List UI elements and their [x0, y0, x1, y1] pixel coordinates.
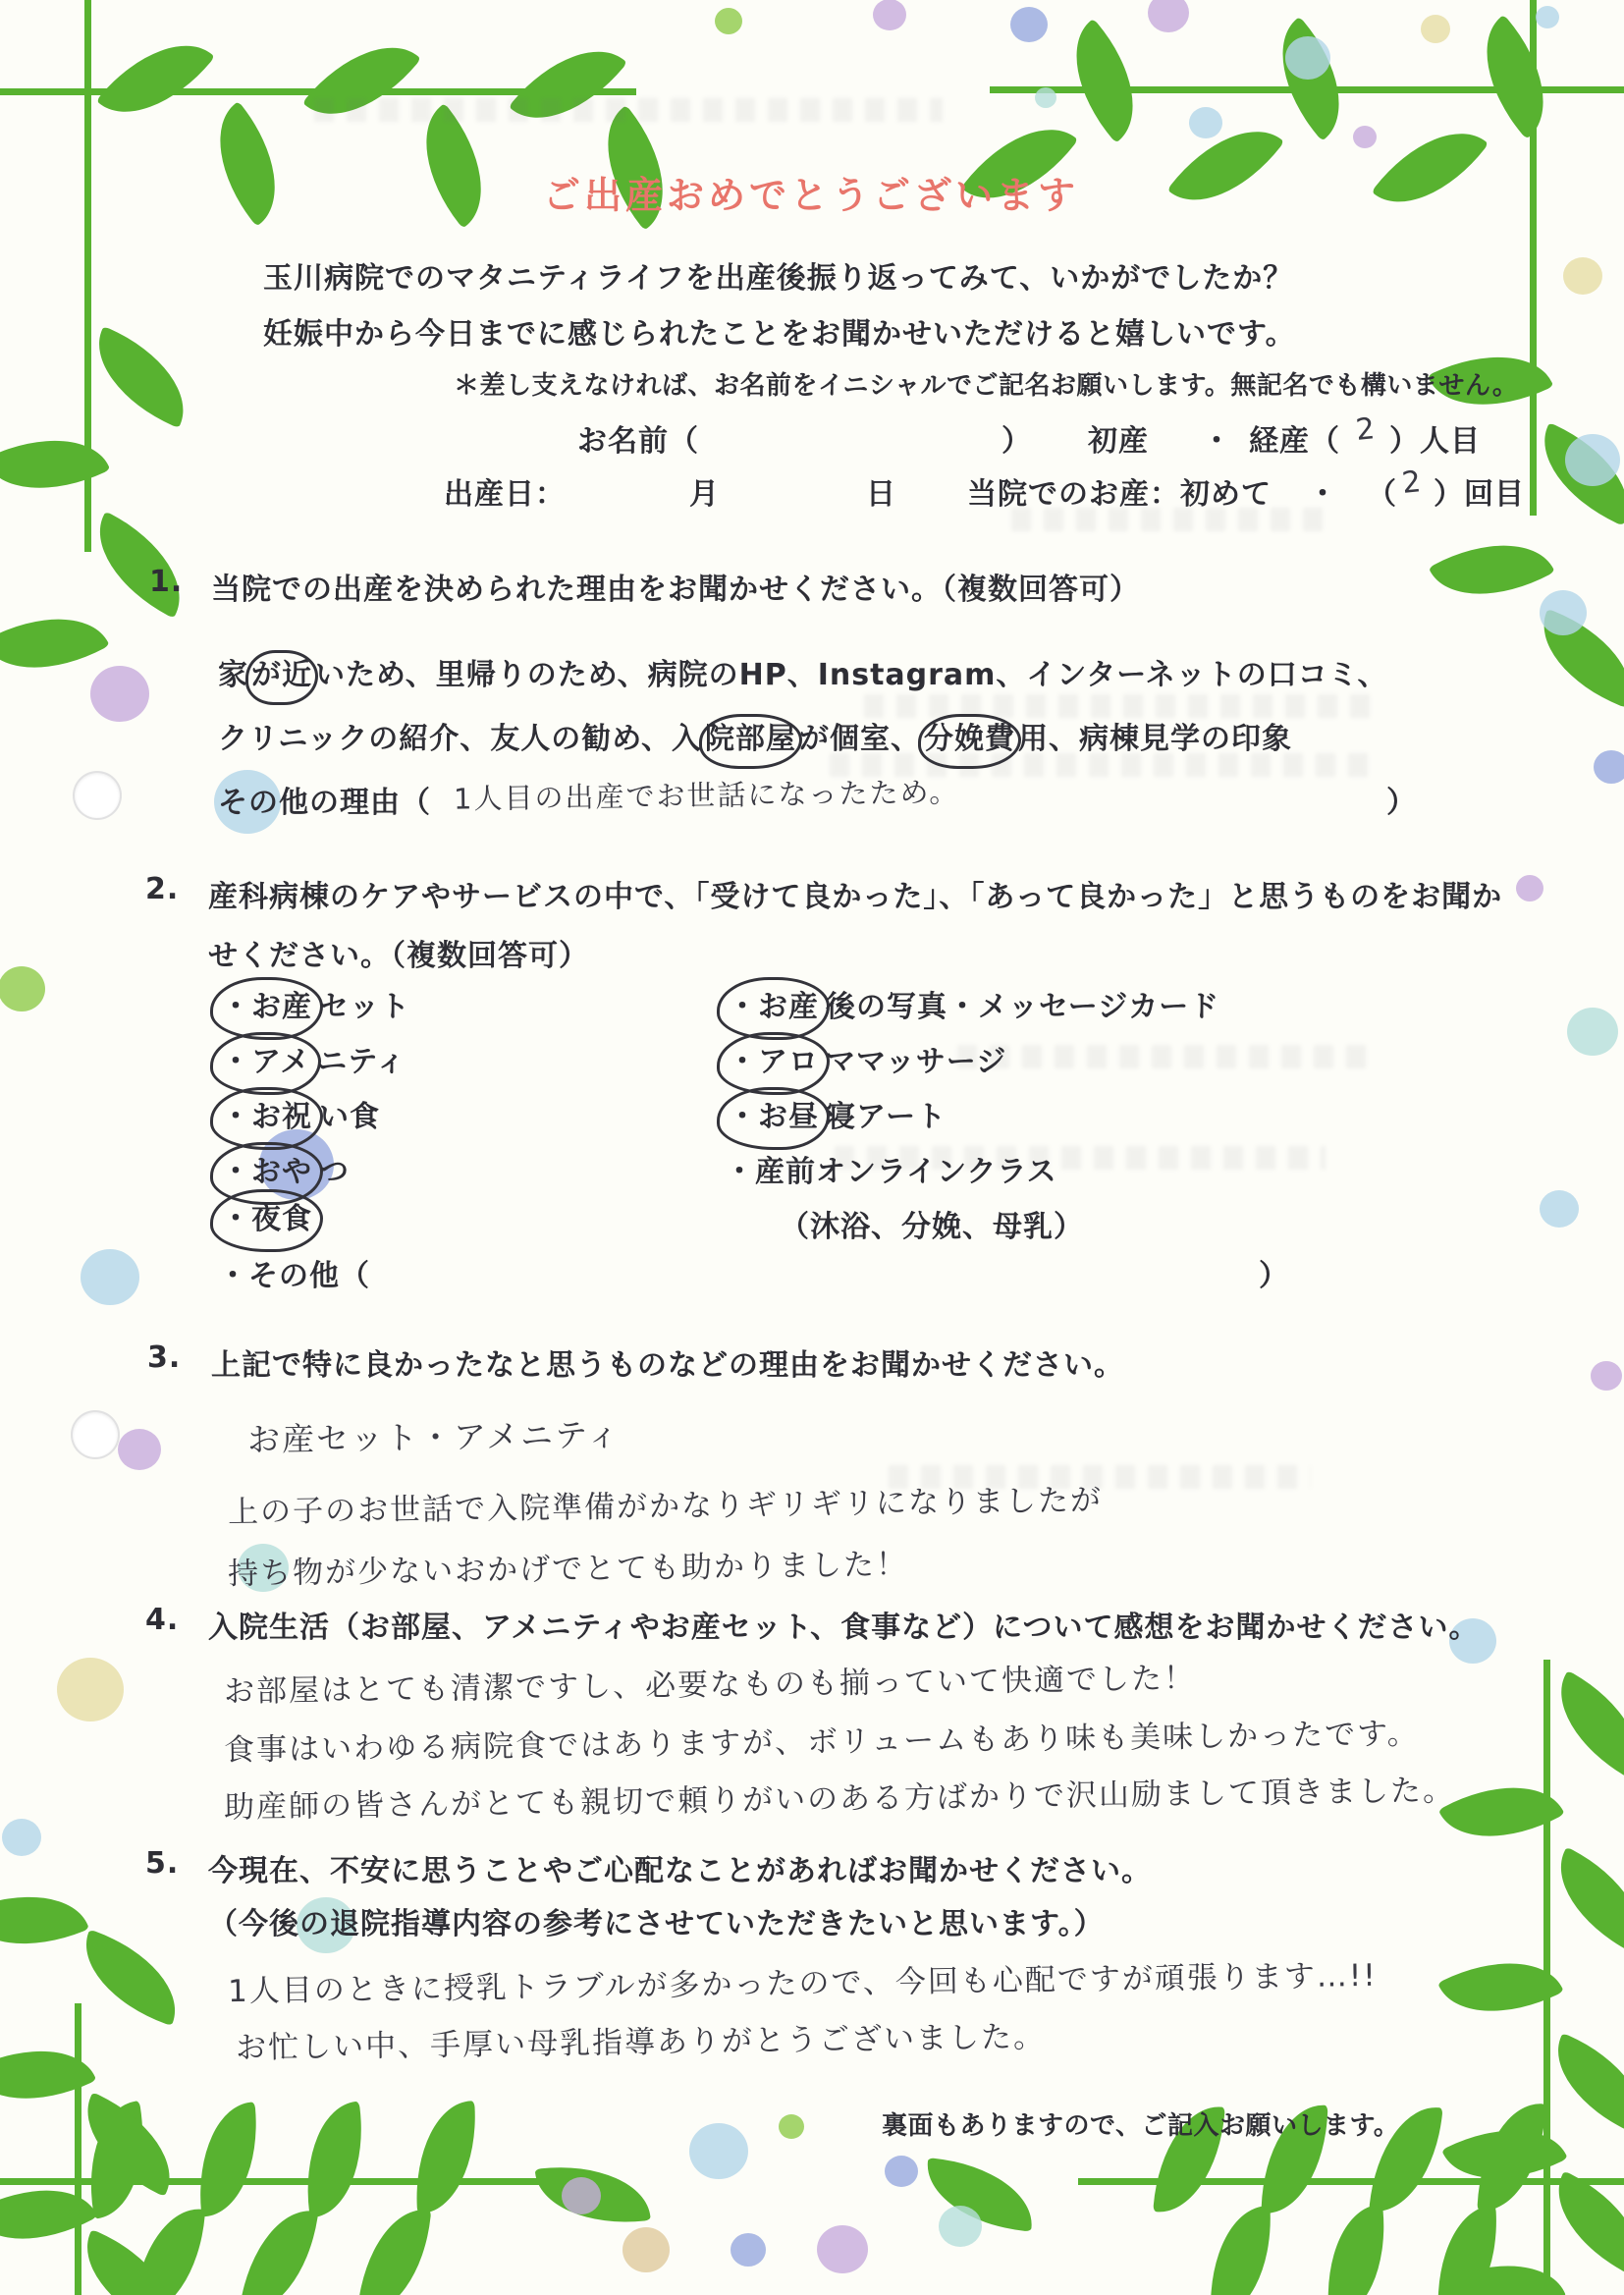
visit-label: 当院でのお産：初めて — [967, 477, 1272, 512]
showthrough-text — [957, 1045, 1370, 1068]
q2-left-item — [218, 1092, 380, 1135]
q1-other-close: ） — [1386, 786, 1417, 820]
leaf-ornament — [68, 1930, 192, 2026]
polka-dot — [2, 1819, 41, 1856]
polka-dot — [1010, 7, 1048, 42]
polka-dot — [0, 966, 45, 1011]
polka-dot — [1516, 875, 1543, 902]
primipara-option: 初産 — [1088, 424, 1149, 459]
multipara-handwritten-value: 2 — [1354, 411, 1377, 448]
polka-dot — [1567, 1008, 1618, 1056]
q5-subtext: （今後の退院指導内容の参考にさせていただきたいと思います。） — [208, 1907, 1105, 1941]
name-field-close: ） — [1001, 424, 1032, 459]
polka-dot — [1591, 1361, 1622, 1391]
q2-item-label: ・その他（ — [218, 1259, 370, 1293]
polka-dot — [817, 2225, 868, 2273]
leaf-ornament — [1372, 105, 1489, 231]
q1-option-text: 家 — [218, 658, 248, 692]
polka-dot — [873, 0, 906, 30]
intro-line-2: 妊娠中から今日までに感じられたことをお聞かせいただけると嬉しいです。 — [263, 317, 1296, 352]
q1-number: 1. — [149, 565, 184, 599]
q5-handwritten-answer: お忙しい中、手厚い母乳指導ありがとうございました。 — [235, 2019, 1047, 2066]
visit-close: ）回目 — [1434, 477, 1525, 512]
punch-hole — [71, 1410, 120, 1459]
handwritten-circle: ・夜食 — [210, 1189, 323, 1252]
visit-handwritten-value: 2 — [1400, 464, 1423, 501]
polka-dot — [1540, 590, 1587, 635]
polka-dot — [1594, 750, 1624, 784]
q2-right-item — [725, 1202, 1084, 1245]
leaf-ornament — [1208, 2206, 1274, 2295]
q5-number: 5. — [145, 1846, 180, 1881]
leaf-ornament — [0, 2023, 96, 2126]
leaf-ornament — [357, 2204, 431, 2295]
punch-hole — [73, 771, 122, 820]
q2-right-item — [725, 1037, 1006, 1080]
multipara-close: ）人目 — [1389, 424, 1481, 459]
q2-item-label: ママッサージ — [826, 1045, 1007, 1079]
q2-item-label: 寝アート — [826, 1100, 947, 1134]
handwritten-circle: ・おや — [210, 1142, 323, 1205]
q1-other-handwritten-answer: 1人目の出産でお世話になったため。 — [453, 775, 960, 816]
q4-handwritten-answer: 食事はいわゆる病院食ではありますが、ボリュームもあり味も美味しかったです。 — [223, 1716, 1420, 1769]
polka-dot — [1563, 257, 1602, 295]
polka-dot — [689, 2123, 748, 2179]
q1-question: 当院での出産を決められた理由をお聞かせください。（複数回答可） — [211, 573, 1140, 607]
name-field-label: お名前（ — [577, 424, 699, 459]
q4-handwritten-answer: お部屋はとても清潔ですし、必要なものも揃っていて快適でした！ — [223, 1661, 1197, 1710]
polka-dot — [90, 666, 149, 722]
branch-stem — [0, 2178, 552, 2185]
leaf-ornament — [79, 326, 204, 428]
q3-question: 上記で特に良かったなと思うものなどの理由をお聞かせください。 — [211, 1348, 1124, 1383]
handwritten-circle: 分娩費 — [918, 714, 1021, 769]
birthdate-label: 出産日： — [444, 477, 566, 512]
q2-item-label: （沐浴、分娩、母乳） — [780, 1210, 1084, 1244]
q2-item-label: つ — [319, 1155, 350, 1189]
leaf-ornament — [395, 103, 512, 229]
leaf-ornament — [77, 512, 203, 619]
q3-handwritten-answer: 上の子のお世話で入院準備がかなりギリギリになりましたが — [227, 1482, 1104, 1531]
leaf-ornament — [1167, 103, 1284, 229]
q1-option-text: クリニックの紹介、友人の勧め、入 — [218, 722, 702, 756]
leaf-ornament — [96, 17, 215, 141]
polka-dot — [779, 2114, 804, 2139]
leaf-ornament — [302, 19, 421, 143]
q4-handwritten-answer: 助産師の皆さんがとても親切で頼りがいのある方ばかりで沢山励まして頂きました。 — [223, 1773, 1456, 1826]
q2-right-item — [725, 1092, 947, 1135]
handwritten-circle: 院部屋 — [699, 714, 802, 769]
q4-question: 入院生活（お部屋、アメニティやお産セット、食事など）について感想をお聞かせください。 — [208, 1611, 1480, 1645]
handwritten-circle: ・お産 — [210, 977, 323, 1040]
q1-option-text: いため、里帰りのため、病院のHP、Instagram、インターネットの口コミ、 — [315, 658, 1388, 692]
polka-dot — [81, 1249, 139, 1305]
leaf-ornament — [0, 1871, 89, 1970]
leaf-ornament — [240, 2202, 319, 2295]
handwritten-circle: ・お産 — [717, 977, 830, 1040]
option-separator: ・ — [1308, 477, 1338, 512]
polka-dot — [57, 1658, 124, 1721]
showthrough-text — [314, 98, 943, 122]
q2-number: 2. — [145, 872, 180, 906]
polka-dot — [623, 2227, 670, 2272]
leaf-ornament — [411, 2101, 480, 2213]
q2-right-item — [725, 1147, 1057, 1190]
polka-dot — [1536, 6, 1559, 28]
q2-item-label: ・産前オンラインクラス — [725, 1155, 1057, 1189]
leaf-ornament — [1429, 517, 1555, 624]
q2-right-item — [725, 982, 1219, 1025]
leaf-ornament — [192, 2102, 265, 2216]
leaf-ornament — [1456, 15, 1575, 139]
option-separator: ・ — [1202, 424, 1232, 459]
polka-dot — [1189, 107, 1222, 138]
q2-left-item — [218, 982, 410, 1025]
q2-other-close: ） — [1259, 1259, 1289, 1293]
q2-item-label: 後の写真・メッセージカード — [826, 990, 1220, 1024]
visit-open-paren: （ — [1367, 477, 1397, 512]
intro-note: ＊差し支えなければ、お名前をイニシャルでご記名お願いします。無記名でも構いません。 — [454, 371, 1519, 401]
day-label: 日 — [866, 477, 896, 512]
q2-question-line2: せください。（複数回答可） — [208, 939, 589, 973]
q3-handwritten-answer: 持ち物が少ないおかげでとても助かりました！ — [227, 1547, 909, 1592]
q3-handwritten-answer: お産セット・アメニティ — [246, 1415, 622, 1459]
polka-dot — [1035, 87, 1056, 108]
q2-left-item — [218, 1251, 370, 1294]
handwritten-circle: ・アメ — [210, 1032, 321, 1095]
branch-stem — [75, 2003, 81, 2295]
q1-options-line1 — [218, 650, 1388, 693]
polka-dot — [885, 2156, 918, 2187]
intro-line-1: 玉川病院でのマタニティライフを出産後振り返ってみて、いかがでしたか？ — [263, 261, 1294, 296]
q2-left-item — [218, 1037, 406, 1080]
handwritten-circle: ・お昼 — [717, 1087, 830, 1150]
leaf-ornament — [189, 101, 305, 227]
handwritten-circle: ・アロ — [717, 1032, 830, 1095]
q5-handwritten-answer: 1人目のときに授乳トラブルが多かったので、今回も心配ですが頑張ります…!! — [227, 1957, 1378, 2010]
q2-item-label: セット — [319, 990, 410, 1024]
polka-dot — [715, 8, 742, 34]
leaf-ornament — [1046, 19, 1164, 143]
q2-question-line1: 産科病棟のケアやサービスの中で、「受けて良かった」、「あって良かった」と思うものをお聞か — [208, 880, 1503, 914]
polka-dot — [118, 1429, 161, 1470]
q4-number: 4. — [145, 1603, 180, 1637]
q5-question: 今現在、不安に思うことやご心配なことがあればお聞かせください。 — [208, 1854, 1152, 1888]
q1-option-text: が個室、 — [799, 722, 921, 756]
polka-dot — [731, 2233, 766, 2267]
polka-dot — [1285, 36, 1330, 80]
q2-left-item — [218, 1202, 319, 1237]
polka-dot — [1421, 15, 1450, 43]
polka-dot — [939, 2206, 982, 2247]
q1-option-text: 用、病棟見学の印象 — [1018, 722, 1292, 756]
polka-dot — [1565, 434, 1620, 486]
multipara-option: 経産（ — [1249, 424, 1340, 459]
handwritten-circle: が近 — [245, 650, 318, 705]
leaf-ornament — [297, 2102, 372, 2218]
polka-dot — [1148, 0, 1189, 32]
q1-other-label: その他の理由（ — [218, 786, 431, 820]
leaf-ornament — [0, 412, 110, 516]
leaf-ornament — [0, 2161, 98, 2268]
q1-options-line2 — [218, 714, 1292, 757]
month-label: 月 — [689, 477, 720, 512]
q2-left-item — [218, 1147, 350, 1190]
leaf-ornament — [1320, 2205, 1392, 2295]
footer-note: 裏面もありますので、ご記入お願いします。 — [882, 2111, 1400, 2141]
page-title: ご出産おめでとうございます — [543, 174, 1080, 217]
polka-dot — [1353, 126, 1377, 148]
handwritten-circle: ・お祝 — [210, 1087, 323, 1150]
q3-number: 3. — [147, 1340, 182, 1375]
polka-dot — [562, 2177, 601, 2214]
polka-dot — [1540, 1190, 1579, 1228]
q2-item-label: ニティ — [317, 1045, 406, 1079]
q2-item-label: い食 — [319, 1100, 380, 1134]
